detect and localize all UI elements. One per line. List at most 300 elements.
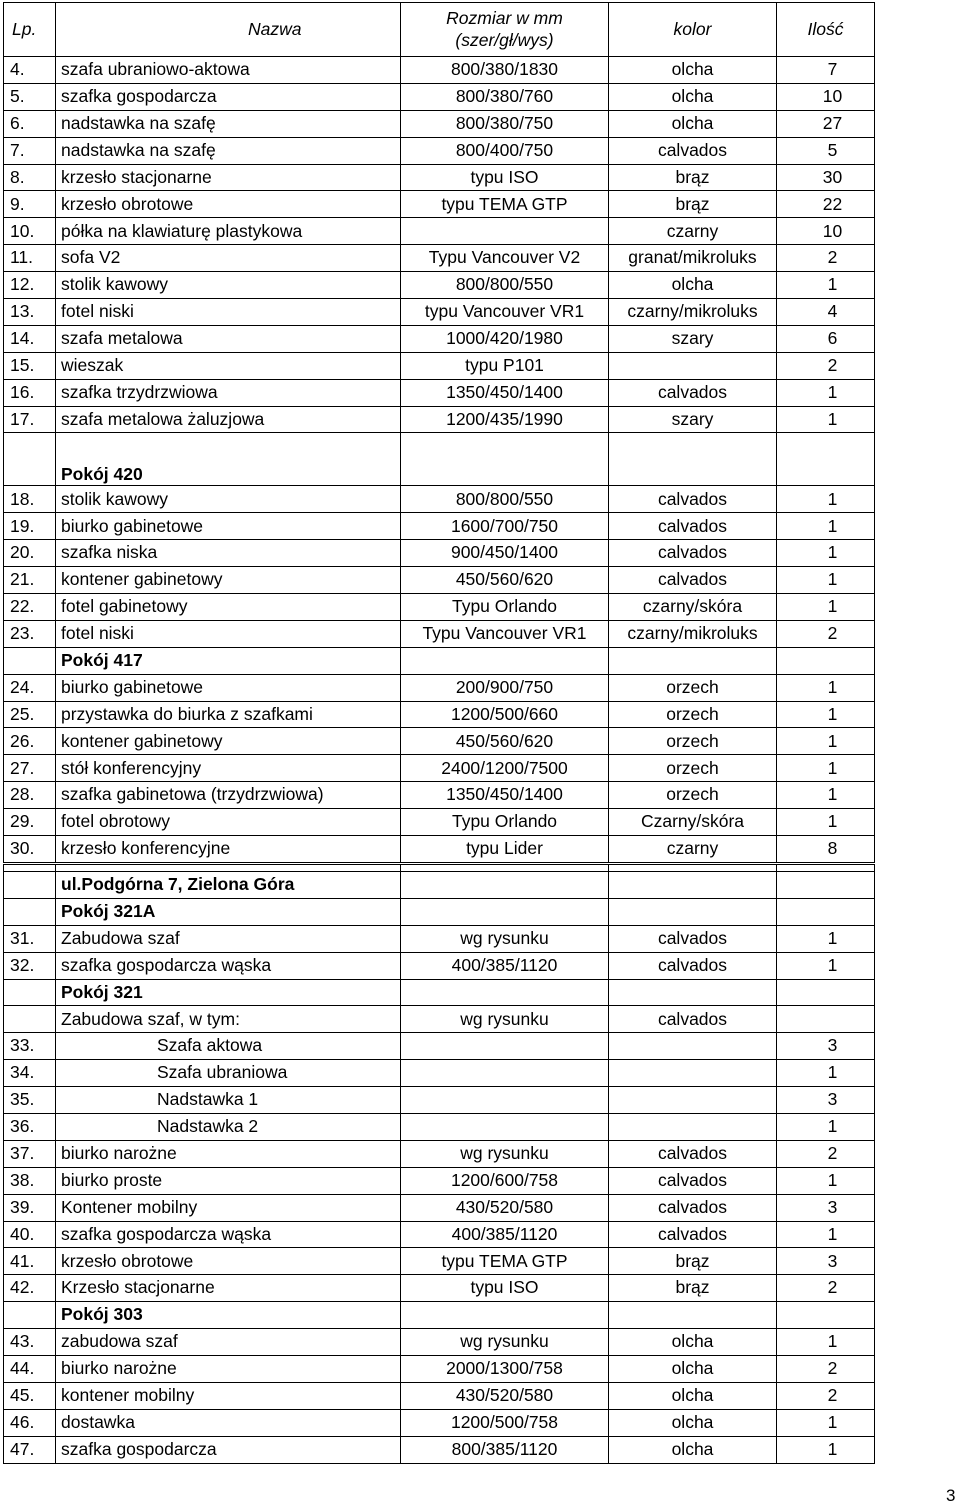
table-row: [4, 540, 875, 567]
cell-color: czarny/mikroluks: [609, 299, 777, 326]
cell-lp: 33.: [4, 1033, 56, 1060]
table-row: [4, 1221, 875, 1248]
cell-qty: 2: [777, 620, 875, 647]
cell-lp: 30.: [4, 836, 56, 864]
cell-name: szafka gospodarcza: [56, 1436, 401, 1463]
cell-qty: 1: [777, 1060, 875, 1087]
table-row: [4, 83, 875, 110]
cell-size: 800/380/760: [401, 83, 609, 110]
cell-color: olcha: [609, 110, 777, 137]
cell-color: brąz: [609, 1275, 777, 1302]
cell-qty: 4: [777, 299, 875, 326]
table-row: [4, 1060, 875, 1087]
table-row: [4, 164, 875, 191]
cell-lp: 14.: [4, 325, 56, 352]
table-row: [4, 1329, 875, 1356]
cell-lp: 8.: [4, 164, 56, 191]
cell-size: 450/560/620: [401, 567, 609, 594]
cell-qty: [777, 433, 875, 486]
cell-name: fotel gabinetowy: [56, 594, 401, 621]
cell-lp: 5.: [4, 83, 56, 110]
cell-lp: [4, 1302, 56, 1329]
separator-cell: [4, 863, 56, 871]
cell-qty: 10: [777, 83, 875, 110]
cell-qty: 1: [777, 728, 875, 755]
cell-qty: 30: [777, 164, 875, 191]
cell-qty: 2: [777, 1355, 875, 1382]
table-row: [4, 57, 875, 84]
table-row: [4, 1087, 875, 1114]
cell-size: [401, 433, 609, 486]
cell-qty: 1: [777, 1436, 875, 1463]
table-row: [4, 1436, 875, 1463]
table-row: [4, 836, 875, 864]
cell-qty: 1: [777, 952, 875, 979]
header-kolor: kolor: [609, 3, 777, 57]
cell-name: stolik kawowy: [56, 486, 401, 513]
cell-name: krzesło stacjonarne: [56, 164, 401, 191]
cell-size: [401, 1060, 609, 1087]
cell-lp: 6.: [4, 110, 56, 137]
cell-size: 400/385/1120: [401, 1221, 609, 1248]
table-row: [4, 701, 875, 728]
cell-size: typu ISO: [401, 1275, 609, 1302]
cell-color: [609, 1060, 777, 1087]
cell-color: [609, 1033, 777, 1060]
cell-name: Zabudowa szaf, w tym:: [56, 1006, 401, 1033]
cell-name: Nadstawka 2: [56, 1113, 401, 1140]
cell-size: [401, 1302, 609, 1329]
cell-qty: [777, 871, 875, 898]
cell-color: olcha: [609, 1436, 777, 1463]
header-rozmiar-line1: Rozmiar w mm: [446, 7, 563, 28]
cell-qty: 8: [777, 836, 875, 864]
table-row: [4, 620, 875, 647]
cell-name: szafka gospodarcza wąska: [56, 952, 401, 979]
cell-color: orzech: [609, 701, 777, 728]
cell-size: [401, 1087, 609, 1114]
cell-name: szafka gospodarcza: [56, 83, 401, 110]
section-title: ul.Podgórna 7, Zielona Góra: [56, 871, 401, 898]
cell-name: biurko gabinetowe: [56, 674, 401, 701]
table-row: [4, 1140, 875, 1167]
cell-qty: 2: [777, 1140, 875, 1167]
table-row: [4, 191, 875, 218]
cell-lp: 9.: [4, 191, 56, 218]
table-row: [4, 1006, 875, 1033]
table-row: [4, 1275, 875, 1302]
cell-name: nadstawka na szafę: [56, 110, 401, 137]
cell-color: czarny: [609, 836, 777, 864]
cell-name: biurko narożne: [56, 1140, 401, 1167]
section-title: Pokój 420: [56, 433, 401, 486]
cell-size: wg rysunku: [401, 1006, 609, 1033]
cell-lp: 21.: [4, 567, 56, 594]
cell-qty: [777, 979, 875, 1006]
cell-qty: 1: [777, 925, 875, 952]
cell-qty: 3: [777, 1087, 875, 1114]
cell-name: kontener mobilny: [56, 1382, 401, 1409]
cell-lp: 7.: [4, 137, 56, 164]
cell-qty: 1: [777, 782, 875, 809]
cell-name: stół konferencyjny: [56, 755, 401, 782]
separator-cell: [401, 863, 609, 871]
cell-qty: [777, 898, 875, 925]
cell-name: dostawka: [56, 1409, 401, 1436]
cell-lp: 31.: [4, 925, 56, 952]
cell-name: wieszak: [56, 352, 401, 379]
cell-size: 800/400/750: [401, 137, 609, 164]
cell-color: [609, 433, 777, 486]
cell-name: fotel obrotowy: [56, 809, 401, 836]
cell-name: półka na klawiaturę plastykowa: [56, 218, 401, 245]
cell-size: 1600/700/750: [401, 513, 609, 540]
cell-size: 2000/1300/758: [401, 1355, 609, 1382]
cell-lp: 15.: [4, 352, 56, 379]
separator-cell: [777, 863, 875, 871]
cell-color: [609, 647, 777, 674]
cell-qty: 5: [777, 137, 875, 164]
cell-name: biurko gabinetowe: [56, 513, 401, 540]
cell-qty: 1: [777, 594, 875, 621]
cell-lp: 37.: [4, 1140, 56, 1167]
cell-size: [401, 979, 609, 1006]
cell-name: szafa ubraniowo-aktowa: [56, 57, 401, 84]
cell-lp: [4, 433, 56, 486]
cell-qty: 22: [777, 191, 875, 218]
cell-color: brąz: [609, 191, 777, 218]
cell-size: [401, 1113, 609, 1140]
cell-name: kontener gabinetowy: [56, 567, 401, 594]
cell-lp: 41.: [4, 1248, 56, 1275]
cell-size: 800/380/750: [401, 110, 609, 137]
cell-color: szary: [609, 325, 777, 352]
cell-size: wg rysunku: [401, 925, 609, 952]
table-header-row: [4, 3, 875, 57]
cell-size: 430/520/580: [401, 1382, 609, 1409]
table-row: [4, 110, 875, 137]
cell-lp: 19.: [4, 513, 56, 540]
cell-name: szafka niska: [56, 540, 401, 567]
cell-size: [401, 218, 609, 245]
cell-size: 800/800/550: [401, 486, 609, 513]
cell-qty: 3: [777, 1033, 875, 1060]
cell-qty: 2: [777, 352, 875, 379]
cell-size: 200/900/750: [401, 674, 609, 701]
section-title: Pokój 417: [56, 647, 401, 674]
table-row: [4, 1033, 875, 1060]
cell-qty: 1: [777, 809, 875, 836]
cell-qty: 1: [777, 1221, 875, 1248]
cell-name: biurko narożne: [56, 1355, 401, 1382]
cell-qty: 2: [777, 245, 875, 272]
section-heading-row: [4, 1302, 875, 1329]
cell-name: stolik kawowy: [56, 272, 401, 299]
cell-color: calvados: [609, 540, 777, 567]
cell-color: calvados: [609, 1221, 777, 1248]
table-row: [4, 406, 875, 433]
cell-qty: 6: [777, 325, 875, 352]
table-row: [4, 299, 875, 326]
cell-lp: 25.: [4, 701, 56, 728]
table-row: [4, 218, 875, 245]
section-title: Pokój 321A: [56, 898, 401, 925]
header-ilosc: Ilość: [777, 3, 875, 57]
cell-lp: 44.: [4, 1355, 56, 1382]
cell-size: Typu Vancouver V2: [401, 245, 609, 272]
cell-size: typu TEMA GTP: [401, 1248, 609, 1275]
cell-color: calvados: [609, 1140, 777, 1167]
cell-qty: 1: [777, 272, 875, 299]
table-row: [4, 245, 875, 272]
cell-size: 1350/450/1400: [401, 379, 609, 406]
cell-qty: [777, 1302, 875, 1329]
cell-size: typu TEMA GTP: [401, 191, 609, 218]
table-row: [4, 809, 875, 836]
table-row: [4, 782, 875, 809]
cell-size: Typu Orlando: [401, 809, 609, 836]
table-row: [4, 952, 875, 979]
section-heading-row: [4, 871, 875, 898]
cell-name: biurko proste: [56, 1167, 401, 1194]
cell-qty: 1: [777, 1167, 875, 1194]
table-row: [4, 1167, 875, 1194]
cell-lp: 16.: [4, 379, 56, 406]
section-heading-row: [4, 898, 875, 925]
cell-color: olcha: [609, 1329, 777, 1356]
cell-lp: 40.: [4, 1221, 56, 1248]
table-row: [4, 1248, 875, 1275]
cell-lp: [4, 979, 56, 1006]
table-row: [4, 728, 875, 755]
cell-color: [609, 979, 777, 1006]
cell-qty: 27: [777, 110, 875, 137]
cell-qty: [777, 647, 875, 674]
cell-lp: [4, 871, 56, 898]
cell-color: orzech: [609, 755, 777, 782]
cell-color: brąz: [609, 1248, 777, 1275]
cell-color: calvados: [609, 137, 777, 164]
cell-color: orzech: [609, 782, 777, 809]
cell-lp: 13.: [4, 299, 56, 326]
cell-lp: [4, 1006, 56, 1033]
table-row: [4, 325, 875, 352]
table-row: [4, 137, 875, 164]
table-separator-row: [4, 863, 875, 871]
cell-name: nadstawka na szafę: [56, 137, 401, 164]
separator-cell: [609, 863, 777, 871]
cell-size: Typu Vancouver VR1: [401, 620, 609, 647]
cell-color: calvados: [609, 1194, 777, 1221]
table-row: [4, 567, 875, 594]
cell-size: 800/800/550: [401, 272, 609, 299]
cell-color: calvados: [609, 567, 777, 594]
cell-qty: 3: [777, 1248, 875, 1275]
cell-size: 430/520/580: [401, 1194, 609, 1221]
cell-size: 450/560/620: [401, 728, 609, 755]
cell-name: szafka trzydrzwiowa: [56, 379, 401, 406]
cell-qty: 7: [777, 57, 875, 84]
table-row: [4, 352, 875, 379]
cell-qty: 1: [777, 406, 875, 433]
section-title: Pokój 303: [56, 1302, 401, 1329]
cell-color: orzech: [609, 674, 777, 701]
cell-name: sofa V2: [56, 245, 401, 272]
table-row: [4, 1355, 875, 1382]
cell-size: 1350/450/1400: [401, 782, 609, 809]
cell-lp: 24.: [4, 674, 56, 701]
cell-name: Nadstawka 1: [56, 1087, 401, 1114]
cell-lp: 34.: [4, 1060, 56, 1087]
table-row: [4, 594, 875, 621]
cell-size: 400/385/1120: [401, 952, 609, 979]
header-nazwa: Nazwa: [56, 3, 401, 57]
cell-size: Typu Orlando: [401, 594, 609, 621]
cell-lp: 28.: [4, 782, 56, 809]
separator-cell: [56, 863, 401, 871]
cell-lp: 32.: [4, 952, 56, 979]
cell-name: szafa metalowa: [56, 325, 401, 352]
cell-size: 1200/500/660: [401, 701, 609, 728]
table-row: [4, 1382, 875, 1409]
cell-qty: 2: [777, 1382, 875, 1409]
cell-size: typu Vancouver VR1: [401, 299, 609, 326]
cell-color: [609, 898, 777, 925]
cell-qty: 1: [777, 379, 875, 406]
cell-size: 1200/435/1990: [401, 406, 609, 433]
cell-color: calvados: [609, 379, 777, 406]
cell-size: 800/385/1120: [401, 1436, 609, 1463]
cell-size: 1200/500/758: [401, 1409, 609, 1436]
cell-size: [401, 1033, 609, 1060]
cell-name: krzesło obrotowe: [56, 191, 401, 218]
cell-qty: 1: [777, 1409, 875, 1436]
cell-lp: 29.: [4, 809, 56, 836]
cell-lp: 35.: [4, 1087, 56, 1114]
cell-color: olcha: [609, 57, 777, 84]
section-title: Pokój 321: [56, 979, 401, 1006]
cell-name: fotel niski: [56, 620, 401, 647]
cell-qty: 1: [777, 674, 875, 701]
cell-color: czarny/skóra: [609, 594, 777, 621]
cell-color: [609, 352, 777, 379]
cell-name: przystawka do biurka z szafkami: [56, 701, 401, 728]
cell-name: fotel niski: [56, 299, 401, 326]
table-row: [4, 1194, 875, 1221]
table-row: [4, 272, 875, 299]
cell-lp: 22.: [4, 594, 56, 621]
cell-lp: 46.: [4, 1409, 56, 1436]
cell-name: Szafa ubraniowa: [56, 1060, 401, 1087]
cell-qty: 1: [777, 1329, 875, 1356]
cell-name: Kontener mobilny: [56, 1194, 401, 1221]
cell-name: kontener gabinetowy: [56, 728, 401, 755]
cell-size: typu P101: [401, 352, 609, 379]
cell-qty: 1: [777, 540, 875, 567]
table-row: [4, 925, 875, 952]
cell-size: 900/450/1400: [401, 540, 609, 567]
cell-lp: [4, 647, 56, 674]
cell-qty: 1: [777, 701, 875, 728]
cell-qty: 1: [777, 486, 875, 513]
cell-color: calvados: [609, 513, 777, 540]
cell-color: granat/mikroluks: [609, 245, 777, 272]
cell-lp: 20.: [4, 540, 56, 567]
cell-lp: 45.: [4, 1382, 56, 1409]
section-heading-row: [4, 979, 875, 1006]
cell-color: szary: [609, 406, 777, 433]
cell-color: Czarny/skóra: [609, 809, 777, 836]
cell-lp: 27.: [4, 755, 56, 782]
cell-name: szafa metalowa żaluzjowa: [56, 406, 401, 433]
cell-color: olcha: [609, 1409, 777, 1436]
header-rozmiar-line2: (szer/gł/wys): [455, 29, 554, 50]
cell-name: krzesło konferencyjne: [56, 836, 401, 864]
cell-size: 1000/420/1980: [401, 325, 609, 352]
cell-size: typu Lider: [401, 836, 609, 864]
cell-lp: 17.: [4, 406, 56, 433]
cell-color: calvados: [609, 1167, 777, 1194]
cell-size: [401, 898, 609, 925]
table-row: [4, 486, 875, 513]
cell-color: orzech: [609, 728, 777, 755]
cell-qty: 1: [777, 567, 875, 594]
cell-size: [401, 871, 609, 898]
cell-lp: [4, 898, 56, 925]
cell-size: 2400/1200/7500: [401, 755, 609, 782]
table-row: [4, 513, 875, 540]
cell-color: brąz: [609, 164, 777, 191]
cell-lp: 47.: [4, 1436, 56, 1463]
cell-color: calvados: [609, 1006, 777, 1033]
cell-color: [609, 1302, 777, 1329]
furniture-table: [3, 2, 875, 1464]
cell-name: Szafa aktowa: [56, 1033, 401, 1060]
cell-color: olcha: [609, 272, 777, 299]
cell-name: Zabudowa szaf: [56, 925, 401, 952]
cell-color: [609, 871, 777, 898]
cell-size: [401, 647, 609, 674]
cell-color: olcha: [609, 83, 777, 110]
cell-color: olcha: [609, 1355, 777, 1382]
cell-lp: 42.: [4, 1275, 56, 1302]
cell-size: typu ISO: [401, 164, 609, 191]
cell-name: Krzesło stacjonarne: [56, 1275, 401, 1302]
cell-size: wg rysunku: [401, 1140, 609, 1167]
cell-size: 1200/600/758: [401, 1167, 609, 1194]
cell-qty: 3: [777, 1194, 875, 1221]
cell-lp: 36.: [4, 1113, 56, 1140]
table-row: [4, 1409, 875, 1436]
cell-color: olcha: [609, 1382, 777, 1409]
cell-lp: 12.: [4, 272, 56, 299]
cell-color: czarny/mikroluks: [609, 620, 777, 647]
page-number: 3: [946, 1486, 956, 1505]
table-row: [4, 755, 875, 782]
cell-lp: 4.: [4, 57, 56, 84]
cell-lp: 23.: [4, 620, 56, 647]
cell-lp: 38.: [4, 1167, 56, 1194]
cell-lp: 39.: [4, 1194, 56, 1221]
cell-size: 800/380/1830: [401, 57, 609, 84]
table-row: [4, 674, 875, 701]
cell-color: [609, 1113, 777, 1140]
cell-qty: 1: [777, 755, 875, 782]
cell-color: calvados: [609, 925, 777, 952]
cell-color: calvados: [609, 952, 777, 979]
header-rozmiar: [401, 3, 609, 57]
cell-color: [609, 1087, 777, 1114]
